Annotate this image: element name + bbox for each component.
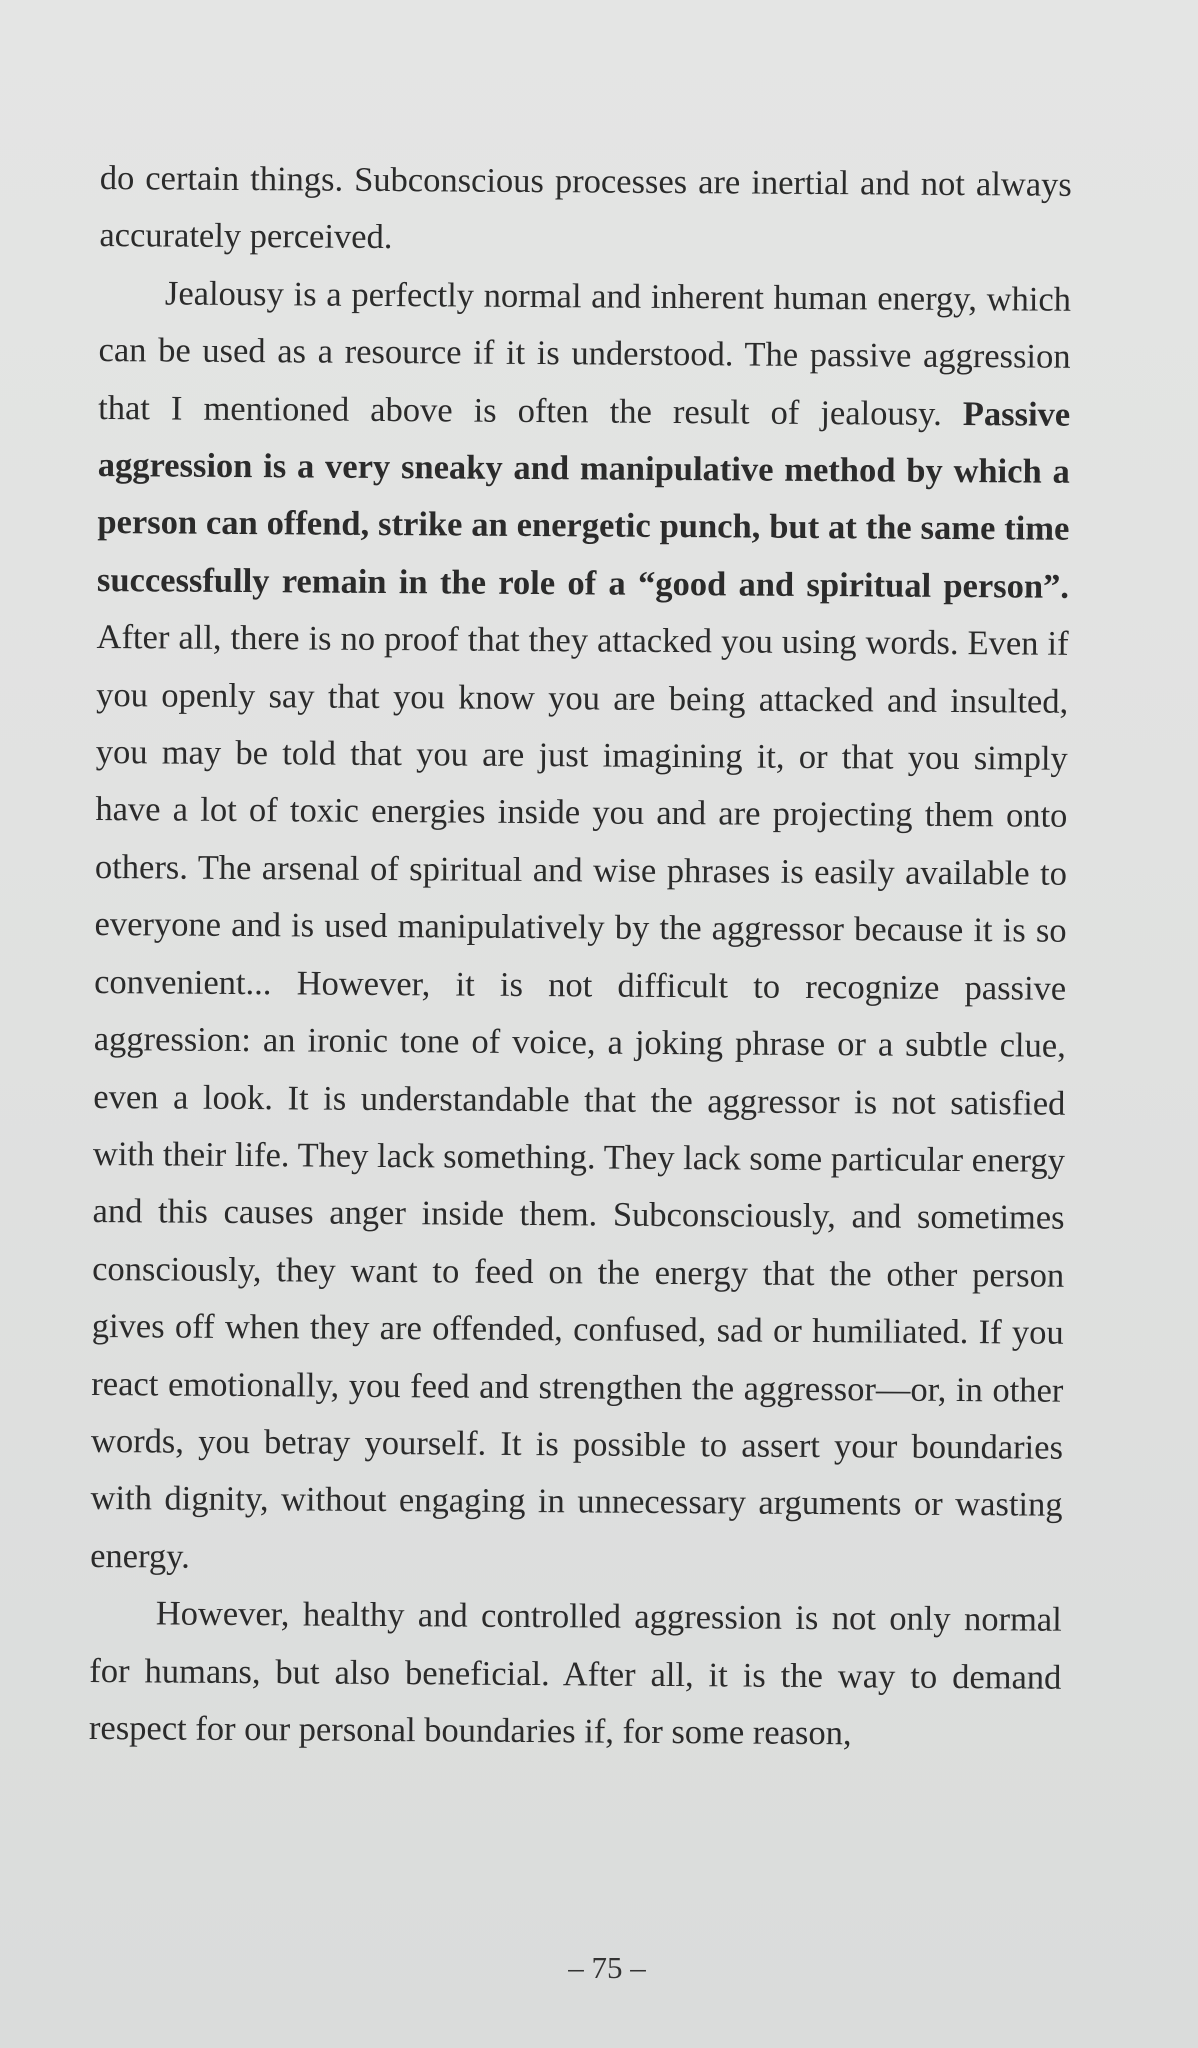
- paragraph-2-bold-text: Passive aggression is a very sneaky and manipulative method by which a person can offend, strike an energetic punch, but at the same time successfully remain in the role of a “good and spiritual person”.: [96, 394, 1071, 606]
- paragraph-1-text: do certain things. Subconscious processes are inertial and not always accurately perceived.: [99, 158, 1072, 257]
- page-number: – 75 –: [568, 1950, 646, 1985]
- paragraph-1: [99, 150, 1072, 272]
- paragraph-2-text-a: Jealousy is a perfectly normal and inherent human energy, which can be used as a resource if it is understood. The passive aggression that I mentioned above is often the result of jealousy.: [98, 274, 1072, 433]
- body-text: [89, 150, 1072, 1764]
- paragraph-3: [89, 1585, 1062, 1764]
- paragraph-2-text-b: After all, there is no proof that they attacked you using words. Even if you openly say that you know you are being attacked and insulted, you may be told that you are just imagining it, or that you simply have a lot of toxic energies inside you and are projecting them onto others. The arsenal of spiritual and wise phrases is easily available to everyone and is used manipulatively by the aggressor because it is so convenient... However, it is not difficult to recognize passive aggression: an ironic tone of voice, a joking phrase or a subtle clue, even a look. It is understandable that the aggressor is not satisfied with their life. They lack something. They lack some particular energy and this causes anger inside them. Subconsciously, and sometimes consciously, they want to feed on the energy that the other person gives off when they are offended, confused, sad or humiliated. If you react emotionally, you feed and strengthen the aggressor—or, in other words, you betray yourself. It is possible to assert your boundaries with dignity, without engaging in unnecessary arguments or wasting energy.: [90, 618, 1069, 1576]
- paragraph-3-text: However, healthy and controlled aggression is not only normal for humans, but also beneficial. After all, it is the way to demand respect for our personal boundaries if, for some reason,: [88, 1594, 1062, 1753]
- paragraph-2: [90, 265, 1071, 1592]
